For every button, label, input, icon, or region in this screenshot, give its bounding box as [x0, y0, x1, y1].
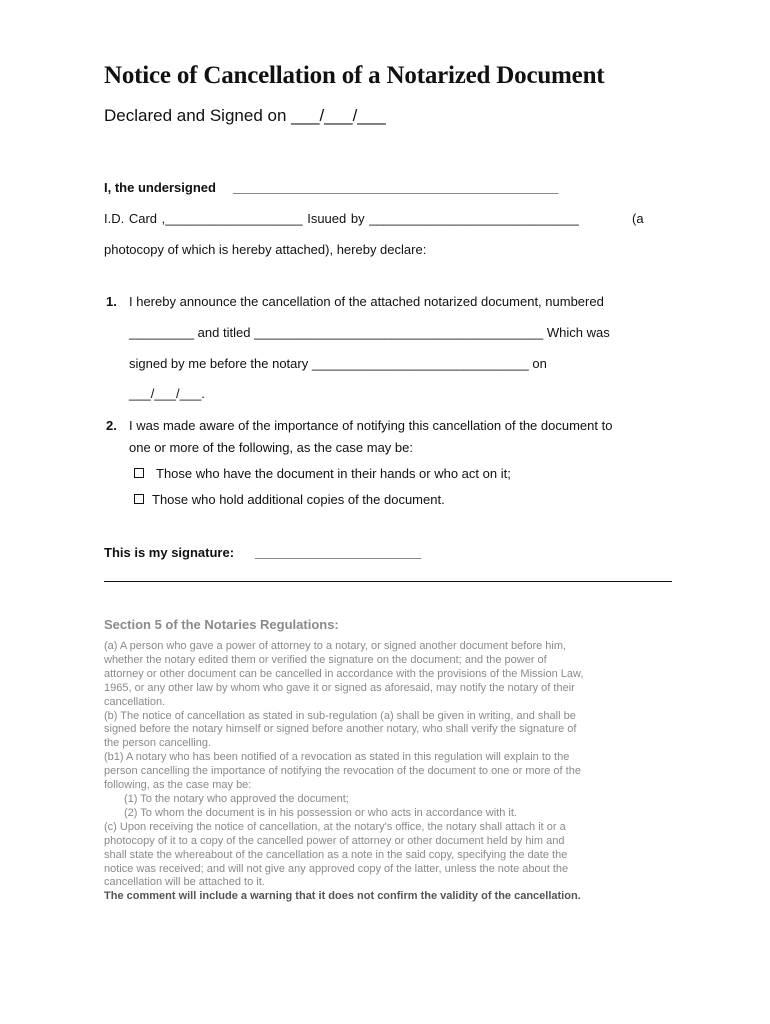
regulation-line: cancellation.: [104, 695, 166, 708]
regulation-line: shall state the whereabout of the cancellation as a note in the said copy, specifying the date the: [104, 848, 568, 861]
checkbox-label: Those who hold additional copies of the document.: [152, 492, 445, 507]
regulations-text: [104, 640, 674, 904]
regulation-line: attorney or other document can be cancelled in accordance with the provisions of the Mission Law,: [104, 667, 584, 680]
item-1-line-1: I hereby announce the cancellation of the attached notarized document, numbered: [129, 294, 604, 309]
item-2-line-2: one or more of the following, as the case may be:: [129, 440, 413, 455]
item-1-line-3: signed by me before the notary ______________________________ on: [129, 356, 547, 371]
document-title: Notice of Cancellation of a Notarized Document: [104, 62, 605, 89]
regulation-line: (b1) A notary who has been notified of a revocation as stated in this regulation will explain to the: [104, 751, 570, 764]
item-number: 1.: [106, 294, 117, 309]
id-card-paren: (a: [632, 211, 644, 226]
regulation-line: notice was received; and will not give any approved copy of the latter, unless the note about the: [104, 862, 569, 875]
regulation-line: the person cancelling.: [104, 737, 212, 750]
regulation-line: (2) To whom the document is in his possession or who acts in accordance with it.: [124, 806, 517, 819]
regulation-line: cancellation will be attached to it.: [104, 876, 265, 889]
item-1-line-2: _________ and titled ________________________________________ Which was: [129, 325, 610, 340]
checkbox-label: Those who have the document in their hands or who act on it;: [156, 466, 511, 481]
regulation-line: (a) A person who gave a power of attorney to a notary, or signed another document before him,: [104, 640, 567, 652]
item-1-line-4: ___/___/___.: [129, 386, 205, 401]
regulation-line: person cancelling the importance of notifying the revocation of the document to one or more of the: [104, 765, 581, 778]
regulation-warning: The comment will include a warning that it does not confirm the validity of the cancellation.: [104, 890, 581, 903]
regulation-line: whether the notary edited them or verified the signature on the document; and the power of: [104, 653, 547, 666]
regulation-line: photocopy of it to a copy of the cancelled power of attorney or other document held by him and: [104, 834, 565, 847]
divider-line: [104, 581, 672, 582]
checkbox-item-holders[interactable]: [134, 466, 511, 481]
item-number: 2.: [106, 418, 117, 433]
regulation-line: following, as the case may be:: [104, 779, 252, 792]
signature-label: This is my signature:: [104, 545, 235, 560]
checkbox-item-copies[interactable]: [134, 492, 445, 507]
id-card-line: I.D. Card ,___________________ Isuued by _____________________________: [104, 211, 579, 226]
undersigned-name-blank: _____________________________________________: [233, 180, 559, 195]
regulation-line: signed before the notary himself or signed before another notary, who shall verify the signature of: [104, 723, 577, 736]
signature-blank: _______________________: [255, 545, 422, 560]
regulations-heading: Section 5 of the Notaries Regulations:: [104, 617, 339, 632]
photocopy-declare-line: photocopy of which is hereby attached), hereby declare:: [104, 242, 427, 257]
checkbox-icon[interactable]: [134, 468, 144, 478]
declared-signed-date-line: Declared and Signed on ___/___/___: [104, 106, 386, 125]
undersigned-label: I, the undersigned: [104, 180, 216, 195]
regulation-line: 1965, or any other law by whom who gave it or signed as aforesaid, may notify the notary of their: [104, 681, 575, 694]
checkbox-icon[interactable]: [134, 494, 144, 504]
regulation-line: (b) The notice of cancellation as stated in sub-regulation (a) shall be given in writing, and shall be: [104, 709, 576, 722]
item-2-line-1: I was made aware of the importance of notifying this cancellation of the document to: [129, 418, 613, 433]
regulation-line: (c) Upon receiving the notice of cancellation, at the notary's office, the notary shall attach it or a: [104, 820, 566, 833]
regulation-line: (1) To the notary who approved the document;: [124, 792, 349, 805]
